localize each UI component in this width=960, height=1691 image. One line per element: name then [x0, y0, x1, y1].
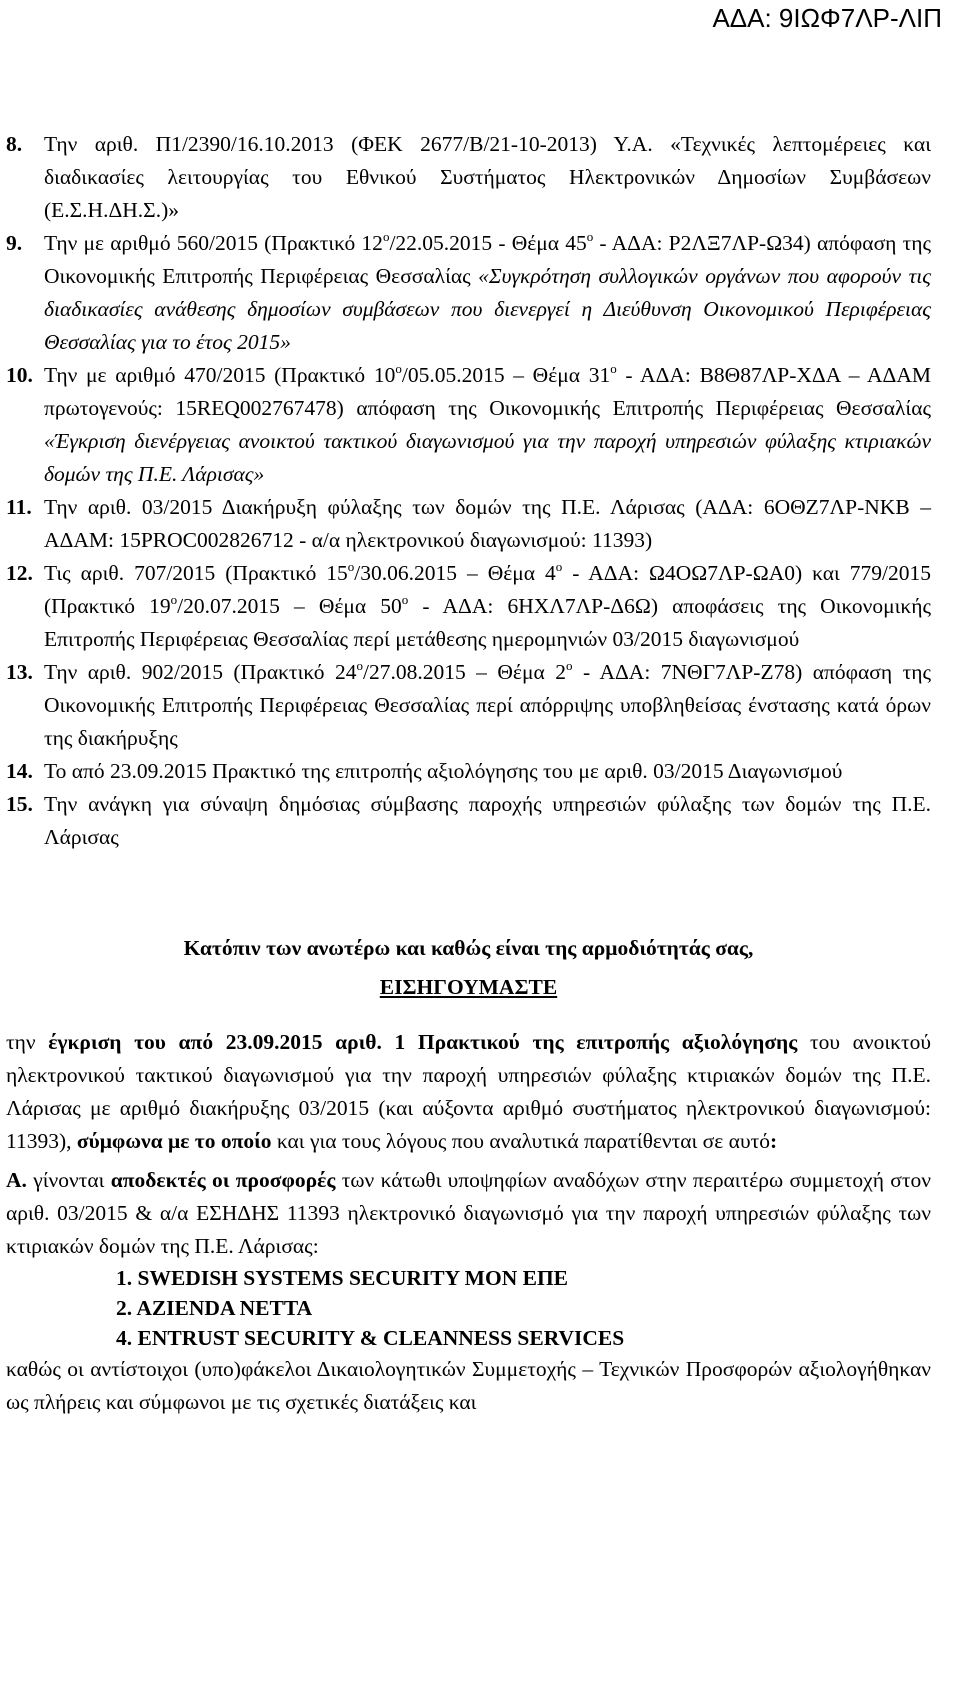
- item-number: 12.: [6, 561, 33, 585]
- proposal-paragraph: την έγκριση του από 23.09.2015 αριθ. 1 Πρακτικού της επιτροπής αξιολόγησης του ανοικτού ηλεκτρονικού τακτικού διαγωνισμού για την παροχή υπηρεσιών φύλαξης κτιριακών δομών της Π.Ε. Λάρισας με αριθμό διακήρυξης 03/2015 (και αύξοντα αριθμό συστήματος ηλεκτρονικού διαγωνισμού: 11393), σύμφωνα με το οποίο και για τους λόγους που αναλυτικά παρατίθενται σε αυτό:: [6, 1030, 931, 1153]
- item-text: Την με αριθμό 470/2015 (Πρακτικό $10^o/05.05.2015$ – Θέμα $31^o$ - ΑΔΑ: Β8Θ87ΛΡ-ΧΔΑ – ΑΔΑΜ πρωτογενούς: 15REQ002767478) απόφαση της Οικονομικής Επιτροπής Περιφέρειας Θεσσαλίας «Έγκριση διενέργειας ανοικτού τακτικού διαγωνισμού για την παροχή υπηρεσιών φύλαξης κτιριακών δομών της Π.Ε. Λάρισας»: [44, 361, 931, 486]
- list-item-15: [6, 788, 931, 854]
- bidder-item: 1. SWEDISH SYSTEMS SECURITY ΜΟΝ ΕΠΕ: [116, 1266, 569, 1290]
- item-text: Την αριθ. 902/2015 (Πρακτικό $24^o/27.08.2015$ – Θέμα $2^o$ - ΑΔΑ: 7ΝΘΓ7ΛΡ-Ζ78) απόφαση της Οικονομικής Επιτροπής Περιφέρειας Θεσσαλίας περί απόρριψης υποβληθείσας ένστασης κατά όρων της διακήρυξης: [44, 658, 931, 750]
- item-number: 10.: [6, 363, 33, 387]
- list-item-8: [6, 128, 931, 227]
- bidder-item: 2. AZIENDA NETTA: [116, 1296, 313, 1320]
- document-body: [6, 128, 931, 1419]
- item-number: 8.: [6, 132, 23, 156]
- item-text: Τις αριθ. 707/2015 (Πρακτικό $15^o/30.06.2015$ – Θέμα $4^o$ - ΑΔΑ: Ω4ΟΩ7ΛΡ-ΩΑ0) και 779/2015 (Πρακτικό $19^o/20.07.2015$ – Θέμα $50^o$ - ΑΔΑ: 6ΗΧΛ7ΛΡ-Δ6Ω) αποφάσεις της Οικονομικής Επιτροπής Περιφέρειας Θεσσαλίας περί μετάθεσης ημερομηνιών 03/2015 διαγωνισμού: [44, 559, 931, 651]
- list-item-13: [6, 656, 931, 755]
- item-number: 13.: [6, 660, 33, 684]
- point-a-label: Α.: [6, 1168, 27, 1192]
- ada-code: ΑΔΑ: 9ΙΩΦ7ΛΡ-ΛΙΠ: [712, 3, 942, 33]
- item-number: 11.: [6, 495, 32, 519]
- list-item-12: [6, 557, 931, 656]
- section-heading: Κατόπιν των ανωτέρω και καθώς είναι της αρμοδιότητάς σας,: [183, 936, 754, 960]
- item-text: Την αριθ. Π1/2390/16.10.2013 (ΦΕΚ 2677/Β/21-10-2013) Υ.Α. «Τεχνικές λεπτομέρειες και διαδικασίες λειτουργίας του Εθνικού Συστήματος Ηλεκτρονικών Δημοσίων Συμβάσεων (Ε.Σ.Η.ΔΗ.Σ.)»: [44, 132, 931, 222]
- item-text: Την αριθ. 03/2015 Διακήρυξη φύλαξης των δομών της Π.Ε. Λάρισας (ΑΔΑ: 6ΟΘΖ7ΛΡ-ΝΚΒ – ΑΔΑΜ: 15PROC002826712 - α/α ηλεκτρονικού διαγωνισμού: 11393): [44, 495, 931, 552]
- closing-paragraph: καθώς οι αντίστοιχοι (υπο)φάκελοι Δικαιολογητικών Συμμετοχής – Τεχνικών Προσφορών αξιολογήθηκαν ως πλήρεις και σύμφωνοι με τις σχετικές διατάξεις και: [6, 1357, 931, 1414]
- item-text: Την με αριθμό 560/2015 (Πρακτικό $12^o/22.05.2015$ - Θέμα $45^o$ - ΑΔΑ: Ρ2ΛΞ7ΛΡ-Ω34) απόφαση της Οικονομικής Επιτροπής Περιφέρειας Θεσσαλίας «Συγκρότηση συλλογικών οργάνων που αφορούν τις διαδικασίες ανάθεσης δημοσίων συμβάσεων που διενεργεί η Διεύθυνση Οικονομικού Περιφέρειας Θεσσαλίας για το έτος 2015»: [44, 229, 931, 354]
- item-number: 9.: [6, 231, 23, 255]
- item-text: Την ανάγκη για σύναψη δημόσιας σύμβασης παροχής υπηρεσιών φύλαξης των δομών της Π.Ε. Λάρισας: [44, 792, 931, 849]
- list-item-14: [6, 755, 931, 788]
- item-number: 15.: [6, 792, 33, 816]
- bidder-item: 4. ENTRUST SECURITY & CLEANNESS SERVICES: [116, 1326, 625, 1350]
- accepted-bidders-list: [6, 1263, 931, 1353]
- list-item-9: [6, 227, 931, 359]
- item-text: Το από 23.09.2015 Πρακτικό της επιτροπής αξιολόγησης του με αριθ. 03/2015 Διαγωνισμού: [44, 759, 843, 783]
- item-number: 14.: [6, 759, 33, 783]
- list-item-11: [6, 491, 931, 557]
- proposal-heading: ΕΙΣΗΓΟΥΜΑΣΤΕ: [379, 975, 558, 999]
- point-a-paragraph: Α. γίνονται αποδεκτές οι προσφορές των κάτωθι υποψηφίων αναδόχων στην περαιτέρω συμμετοχή στον αριθ. 03/2015 & α/α ΕΣΗΔΗΣ 11393 ηλεκτρονικό διαγωνισμό για την παροχή υπηρεσιών φύλαξης των κτιριακών δομών της Π.Ε. Λάρισας:: [6, 1168, 931, 1258]
- list-item-10: [6, 359, 931, 491]
